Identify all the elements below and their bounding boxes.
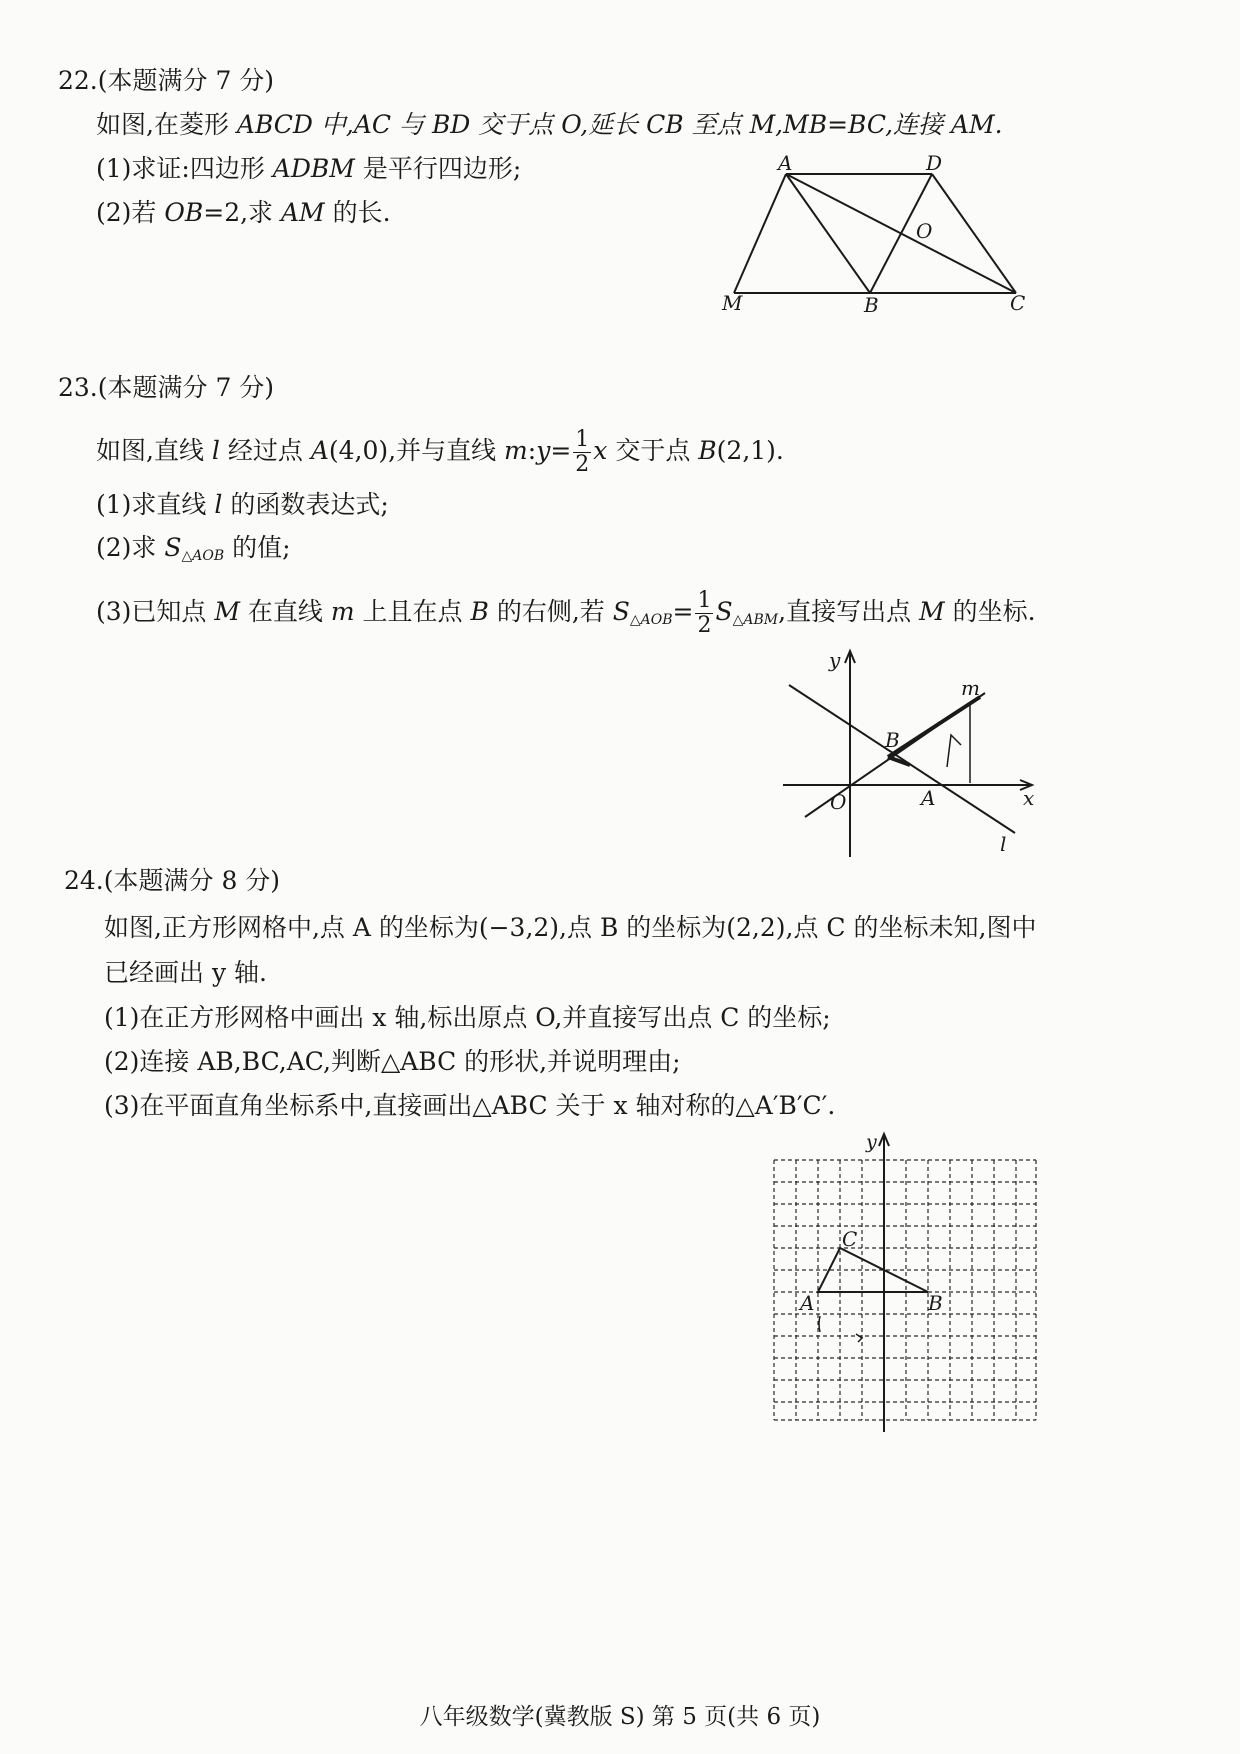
label-O: O: [916, 219, 933, 243]
label-B: B: [928, 1291, 943, 1315]
q22-figure: [720, 150, 1050, 320]
q23-part1: (1)求直线 l 的函数表达式;: [96, 490, 389, 519]
label-l: l: [1000, 832, 1007, 856]
q23-stem: 如图,直线 l 经过点 A(4,0),并与直线 m:y= $\frac{1}{2}$ x 交于点 B(2,1).: [96, 427, 784, 477]
q23-header: 23.(本题满分 7 分): [58, 373, 275, 402]
fraction-one-half: $\frac{1}{2}$: [575, 427, 590, 477]
q22-stem: 如图,在菱形 ABCD 中,AC 与 BD 交于点 O,延长 CB 至点 M,MB=BC,连接 AM.: [96, 110, 1003, 139]
hand-stroke-m: [888, 697, 980, 757]
label-A: A: [800, 1291, 815, 1315]
label-C: C: [842, 1227, 858, 1251]
q24-header: 24.(本题满分 8 分): [64, 866, 281, 895]
q23-figure: [775, 645, 1045, 860]
line-l: [789, 685, 1015, 833]
hand-mark-1: [819, 1316, 820, 1332]
q24-grid-figure: [760, 1130, 1050, 1440]
segment-AB: [786, 174, 870, 293]
q22-header: 22.(本题满分 7 分): [58, 66, 275, 95]
label-m: m: [961, 676, 980, 700]
label-O: O: [830, 790, 847, 814]
label-C: C: [1010, 291, 1026, 315]
hand-mark-2: [856, 1334, 862, 1342]
label-A: A: [778, 151, 793, 175]
page-footer: 八年级数学(冀教版 S) 第 5 页(共 6 页): [419, 1704, 821, 1730]
label-A: A: [921, 786, 936, 810]
q24-part1: (1)在正方形网格中画出 x 轴,标出原点 O,并直接写出点 C 的坐标;: [104, 1003, 831, 1032]
q22-part2: (2)若 OB=2,求 AM 的长.: [96, 198, 391, 227]
label-D: D: [926, 151, 943, 175]
label-y: y: [829, 648, 841, 672]
label-B: B: [885, 728, 900, 752]
fraction-one-half-2: $\frac{1}{2}$: [697, 588, 712, 638]
label-y: y: [866, 1131, 877, 1153]
q23-part3: (3)已知点 M 在直线 m 上且在点 B 的右侧,若 $S_{\triangle AOB}=$ $\frac{1}{2}$ $S_{\triangle ABM}$,直接写出点 M 的坐标.: [96, 588, 1036, 638]
label-B: B: [864, 293, 879, 317]
q24-stem-line2: 已经画出 y 轴.: [104, 958, 267, 987]
label-x: x: [1023, 786, 1035, 810]
hand-mark: [947, 735, 961, 767]
segment-DC: [932, 174, 1016, 293]
q23-part2: (2)求 $S_{\triangle AOB}$ 的值;: [96, 533, 291, 564]
segment-AM: [734, 174, 786, 293]
q22-part1: (1)求证:四边形 ADBM 是平行四边形;: [96, 154, 522, 183]
q24-part3: (3)在平面直角坐标系中,直接画出△ABC 关于 x 轴对称的△A′B′C′.: [104, 1091, 836, 1120]
label-M: M: [722, 291, 743, 315]
q24-part2: (2)连接 AB,BC,AC,判断△ABC 的形状,并说明理由;: [104, 1047, 681, 1076]
q24-stem-line1: 如图,正方形网格中,点 A 的坐标为(−3,2),点 B 的坐标为(2,2),点 C 的坐标未知,图中: [104, 913, 1037, 942]
